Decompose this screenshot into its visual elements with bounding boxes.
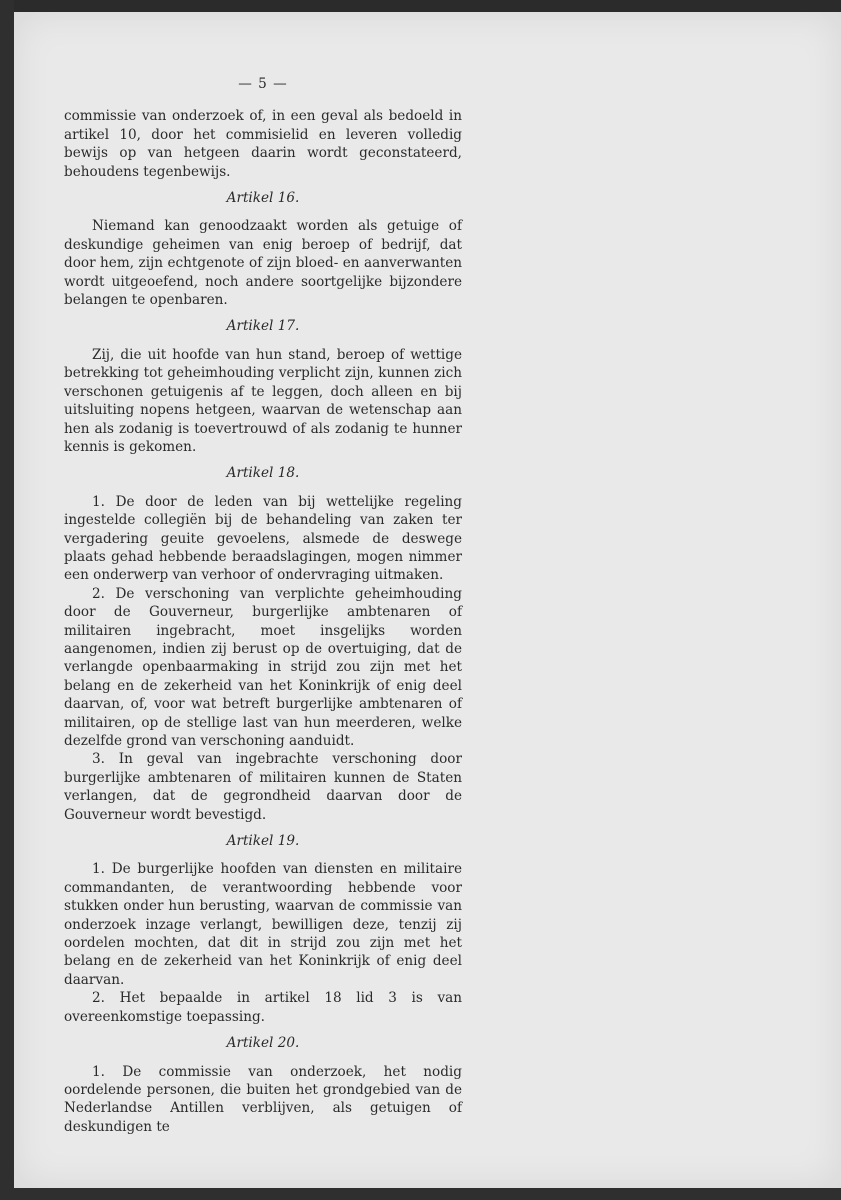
page-number: — 5 — [238,76,288,92]
paragraph: 1. De door de leden van bij wettelijke regeling ingestelde collegiën bij de behandeling van zaken ter vergadering geuite gevoelens, alsmede de deswege plaats gehad hebbende beraadslagingen, mogen nimmer een onderwerp van verhoor of ondervraging uitmaken. [64,493,462,584]
article-heading: Artikel 16. [226,190,300,207]
scan-border-bottom [0,1188,841,1200]
paragraph: commissie van onderzoek of, in een geval als bedoeld in artikel 10, door het commisielid en leveren volledig bewijs op van hetgeen daarin wordt geconstateerd, behoudens tegenbewijs. [64,108,462,180]
article-heading: Artikel 18. [226,465,300,482]
paragraph: 1. De commissie van onderzoek, het nodig oordelende personen, die buiten het grondgebied van de Nederlandse Antillen verblijven, als getuigen of deskundigen te [64,1063,462,1135]
article-heading: Artikel 19. [226,833,300,850]
article-heading: Artikel 17. [226,318,300,335]
paragraph: 2. Het bepaalde in artikel 18 lid 3 is van overeenkomstige toepassing. [64,990,462,1025]
paragraph: Niemand kan genoodzaakt worden als getuige of deskundige geheimen van enig beroep of bedrijf, dat door hem, zijn echtgenote of zijn bloed- en aanverwanten wordt uitgeoefend, noch andere soortgelijke bijzondere belangen te openbaren. [64,218,462,309]
text-column [64,75,462,1136]
paragraph: 1. De burgerlijke hoofden van diensten en militaire commandanten, de verantwoording hebbende voor stukken onder hun berusting, waarvan de commissie van onderzoek inzage verlangt, bewilligen deze, tenzij zij oordelen mochten, dat dit in strijd zou zijn met het belang en de zekerheid van het Koninkrijk of enig deel daarvan. [64,861,462,988]
paragraph: 3. In geval van ingebrachte verschoning door burgerlijke ambtenaren of militairen kunnen de Staten verlangen, dat de gegrondheid daarvan door de Gouverneur wordt bevestigd. [64,751,462,823]
paragraph: 2. De verschoning van verplichte geheimhouding door de Gouverneur, burgerlijke ambtenaren of militairen ingebracht, moet insgelijks worden aangenomen, indien zij berust op de overtuiging, dat de verlangde openbaarmaking in strijd zou zijn met het belang en de zekerheid van het Koninkrijk of enig deel daarvan, of, voor wat betreft burgerlijke ambtenaren of militairen, op de stellige last van hun meerderen, welke dezelfde grond van verschoning aanduidt. [64,585,462,749]
scan-border-top [0,0,841,12]
scan-border-left [0,0,14,1200]
article-heading: Artikel 20. [226,1035,300,1052]
paragraph: Zij, die uit hoofde van hun stand, beroep of wettige betrekking tot geheimhouding verplicht zijn, kunnen zich verschonen getuigenis af te leggen, doch alleen en bij uitsluiting nopens hetgeen, waarvan de wetenschap aan hen als zodanig is toevertrouwd of als zodanig te hunner kennis is gekomen. [64,346,462,455]
